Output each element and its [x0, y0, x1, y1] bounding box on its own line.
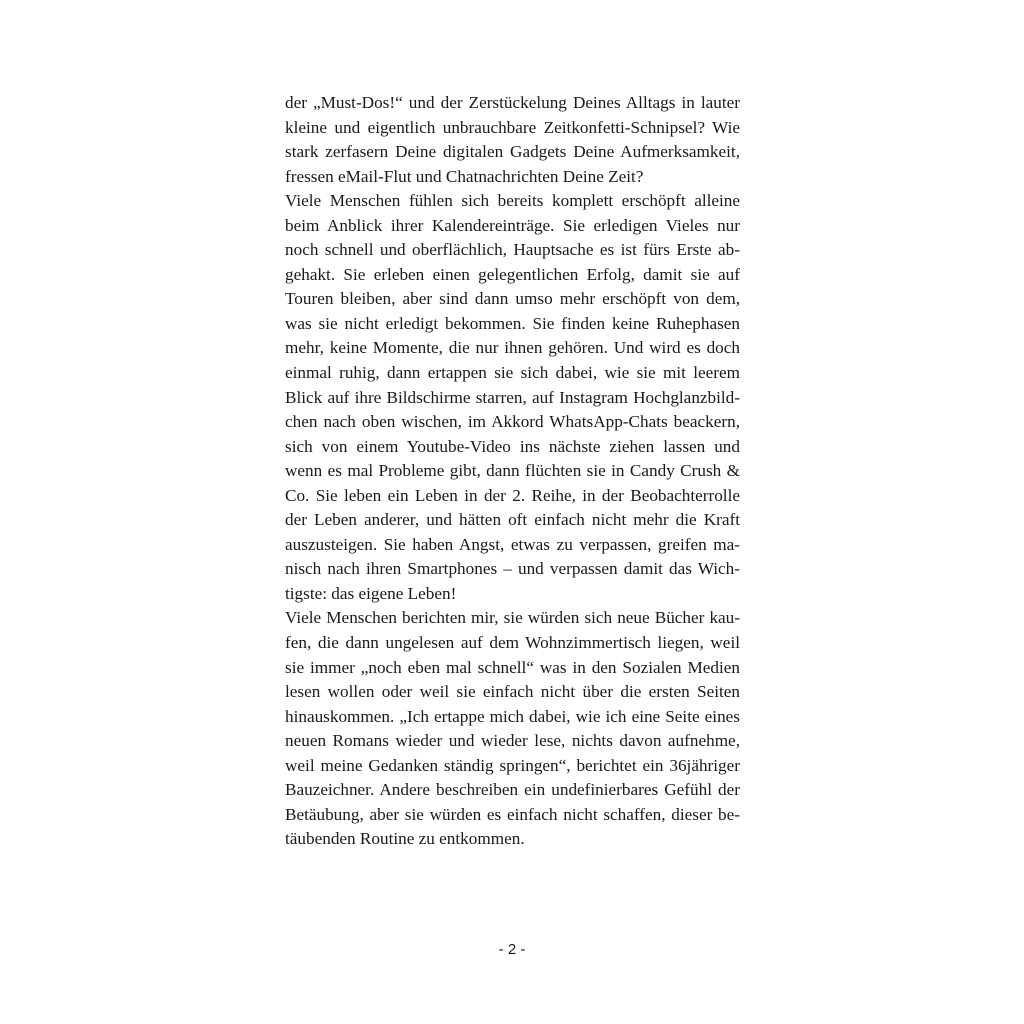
body-text: [285, 91, 740, 852]
paragraph-1: [285, 91, 740, 189]
text-line: noch schnell und oberflächlich, Hauptsache es ist fürs Erste ab-: [285, 240, 740, 260]
text-line: fen, die dann ungelesen auf dem Wohnzimmertisch liegen, weil: [285, 633, 740, 653]
text-line: Viele Menschen berichten mir, sie würden sich neue Bücher kau-: [285, 608, 740, 628]
text-line: einmal ruhig, dann ertappen sie sich dabei, wie sie mit leerem: [285, 363, 740, 383]
text-line: tigste: das eigene Leben!: [285, 583, 457, 603]
text-line: Viele Menschen fühlen sich bereits komplett erschöpft alleine: [285, 191, 740, 211]
text-line: mehr, keine Momente, die nur ihnen gehören. Und wird es doch: [285, 338, 740, 358]
text-line: wenn es mal Probleme gibt, dann flüchten sie in Candy Crush &: [285, 461, 740, 481]
text-line: kleine und eigentlich unbrauchbare Zeitkonfetti-Schnipsel? Wie: [285, 117, 740, 137]
text-line: beim Anblick ihrer Kalendereinträge. Sie erledigen Vieles nur: [285, 215, 740, 235]
text-line: auszusteigen. Sie haben Angst, etwas zu verpassen, greifen ma-: [285, 534, 740, 554]
text-line: weil meine Gedanken ständig springen“, berichtet ein 36jähriger: [285, 755, 740, 775]
text-line: täubenden Routine zu entkommen.: [285, 829, 525, 849]
text-line: der Leben anderer, und hätten oft einfach nicht mehr die Kraft: [285, 510, 740, 530]
text-line: gehakt. Sie erleben einen gelegentlichen Erfolg, damit sie auf: [285, 264, 740, 284]
text-line: was sie nicht erledigt bekommen. Sie finden keine Ruhephasen: [285, 313, 740, 333]
text-line: der „Must-Dos!“ und der Zerstückelung Deines Alltags in lauter: [285, 93, 740, 112]
text-line: sie immer „noch eben mal schnell“ was in den Sozialen Medien: [285, 657, 740, 677]
text-line: sich von einem Youtube-Video ins nächste ziehen lassen und: [285, 436, 740, 456]
text-line: Touren bleiben, aber sind dann umso mehr erschöpft von dem,: [285, 289, 740, 309]
text-line: neuen Romans wieder und wieder lese, nichts davon aufnehme,: [285, 731, 740, 751]
text-line: Betäubung, aber sie würden es einfach nicht schaffen, dieser be-: [285, 804, 740, 824]
text-line: fressen eMail-Flut und Chatnachrichten Deine Zeit?: [285, 166, 644, 186]
text-line: Blick auf ihre Bildschirme starren, auf Instagram Hochglanzbild-: [285, 387, 740, 407]
text-line: hinauskommen. „Ich ertappe mich dabei, wie ich eine Seite eines: [285, 706, 740, 726]
paragraph-3: [285, 606, 740, 851]
text-line: Bauzeichner. Andere beschreiben ein undefinierbares Gefühl der: [285, 780, 740, 800]
text-line: Co. Sie leben ein Leben in der 2. Reihe, in der Beobachterrolle: [285, 485, 740, 505]
text-line: lesen wollen oder weil sie einfach nicht über die ersten Seiten: [285, 682, 740, 702]
text-line: nisch nach ihren Smartphones – und verpassen damit das Wich-: [285, 559, 740, 579]
text-line: chen nach oben wischen, im Akkord WhatsApp-Chats beackern,: [285, 412, 740, 432]
paragraph-2: [285, 189, 740, 606]
page-number: - 2 -: [498, 941, 526, 958]
text-line: stark zerfasern Deine digitalen Gadgets Deine Aufmerksamkeit,: [285, 142, 740, 162]
